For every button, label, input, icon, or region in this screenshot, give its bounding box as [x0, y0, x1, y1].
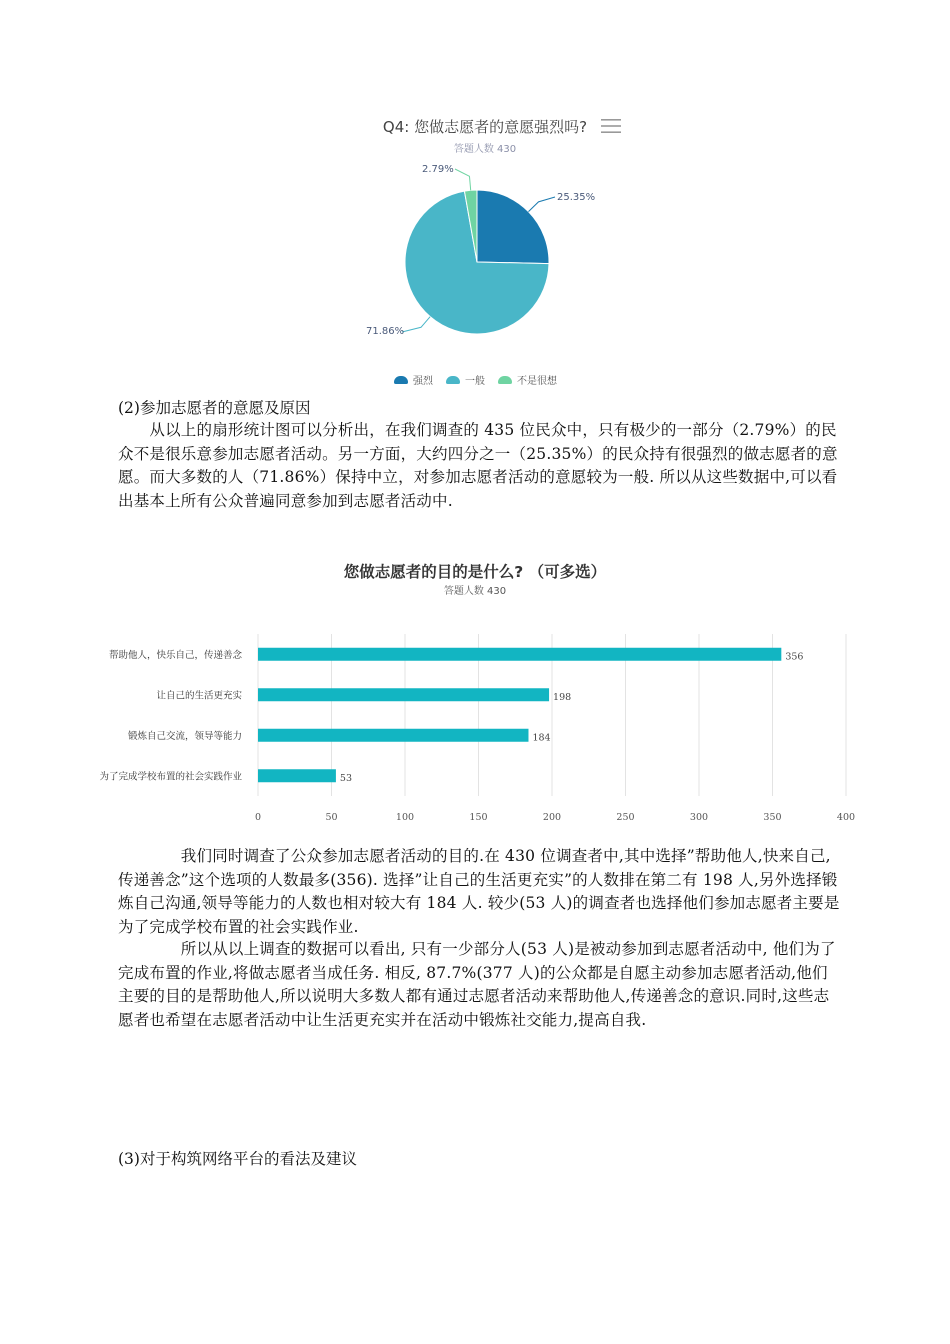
bar[interactable] [258, 769, 336, 782]
x-tick-label: 100 [395, 812, 415, 823]
bar-value-label: 53 [339, 772, 353, 784]
bar-value-label: 198 [553, 691, 572, 703]
bar-value-label: 184 [532, 732, 551, 744]
legend-item-strong[interactable] [394, 372, 433, 387]
legend-swatch-average [446, 376, 460, 384]
legend-label-not-really: 不是很想 [517, 376, 557, 387]
bar-category-label: 为了完成学校布置的社会实践作业 [99, 771, 242, 783]
x-tick-label: 200 [542, 812, 562, 823]
pie-legend [390, 372, 590, 386]
section2-heading: (2)参加志愿者的意愿及原因 [118, 399, 311, 417]
paragraph-conclusion: 所以从以上调查的数据可以看出, 只有一少部分人(53 人)是被动参加到志愿者活动中, 他们为了完成布置的作业,将做志愿者当成任务. 相反, 87.7%(377 人)的公众都是自愿主动参加志愿者活动,他们主要的目的是帮助他人,所以说明大多数人都有通过志愿者活动来帮助他人,传递善念的意识.同时,这些志愿者也希望在志愿者活动中让生活更充实并在活动中锻炼社交能力,提高自我. [118, 940, 836, 1029]
legend-item-average[interactable] [446, 372, 485, 387]
pie-label-not-really: 2.79% [422, 164, 454, 175]
pie-chart-title: Q4: 您做志愿者的意愿强烈吗? [382, 118, 588, 136]
pie-leader-average [402, 317, 430, 332]
x-tick-label: 300 [689, 812, 709, 823]
legend-swatch-strong [394, 376, 408, 384]
x-tick-label: 50 [325, 812, 338, 823]
pie-slice-strong[interactable] [477, 190, 549, 264]
bar-category-label: 让自己的生活更充实 [156, 690, 242, 702]
paragraph-pie-analysis: 从以上的扇形统计图可以分析出，在我们调查的 435 位民众中，只有极少的一部分（2.79%）的民众不是很乐意参加志愿者活动。另一方面，大约四分之一（25.35%）的民众持有很强烈的做志愿者的意愿。而大多数的人（71.86%）保持中立，对参加志愿者活动的意愿较为一般. 所以从这些数据中,可以看出基本上所有公众普遍同意参加到志愿者活动中. [118, 421, 838, 510]
paragraph-bar-analysis: 我们同时调查了公众参加志愿者活动的目的.在 430 位调查者中,其中选择”帮助他人,快来自己,传递善念”这个选项的人数最多(356). 选择”让自己的生活更充实”的人数排在第二有 198 人,另外选择锻炼自己沟通,领导等能力的人数也相对较大有 184 人. 较少(53 人)的调查者也选择他们参加志愿者主要是为了完成学校布置的社会实践作业. [118, 847, 840, 936]
pie-chart-subtitle: 答题人数 430 [453, 144, 517, 155]
x-tick-label: 150 [469, 812, 488, 823]
bar-chart [60, 628, 880, 828]
bar-chart-title: 您做志愿者的目的是什么? （可多选） [343, 563, 607, 581]
bar[interactable] [258, 688, 549, 701]
pie-label-strong: 25.35% [557, 192, 596, 203]
legend-swatch-not-really [498, 376, 512, 384]
legend-item-not-really[interactable] [498, 372, 557, 387]
bar[interactable] [258, 648, 781, 661]
bar[interactable] [258, 729, 528, 742]
pie-leader-not-really [455, 169, 471, 190]
legend-label-average: 一般 [465, 376, 485, 387]
pie-label-average: 71.86% [366, 326, 405, 337]
bar-category-label: 帮助他人，快乐自己，传递善念 [108, 649, 242, 661]
legend-label-strong: 强烈 [413, 376, 433, 387]
bar-value-label: 356 [785, 651, 804, 663]
pie-leader-strong [528, 197, 555, 212]
bar-chart-subtitle: 答题人数 430 [443, 586, 507, 597]
x-tick-label: 350 [763, 812, 782, 823]
x-tick-label: 0 [254, 812, 262, 823]
x-tick-label: 250 [616, 812, 635, 823]
x-tick-label: 400 [836, 812, 856, 823]
pie-chart [360, 160, 600, 350]
section3-heading: (3)对于构筑网络平台的看法及建议 [118, 1150, 357, 1168]
bar-category-label: 锻炼自己交流，领导等能力 [127, 730, 242, 742]
hamburger-menu-icon[interactable] [600, 118, 622, 134]
